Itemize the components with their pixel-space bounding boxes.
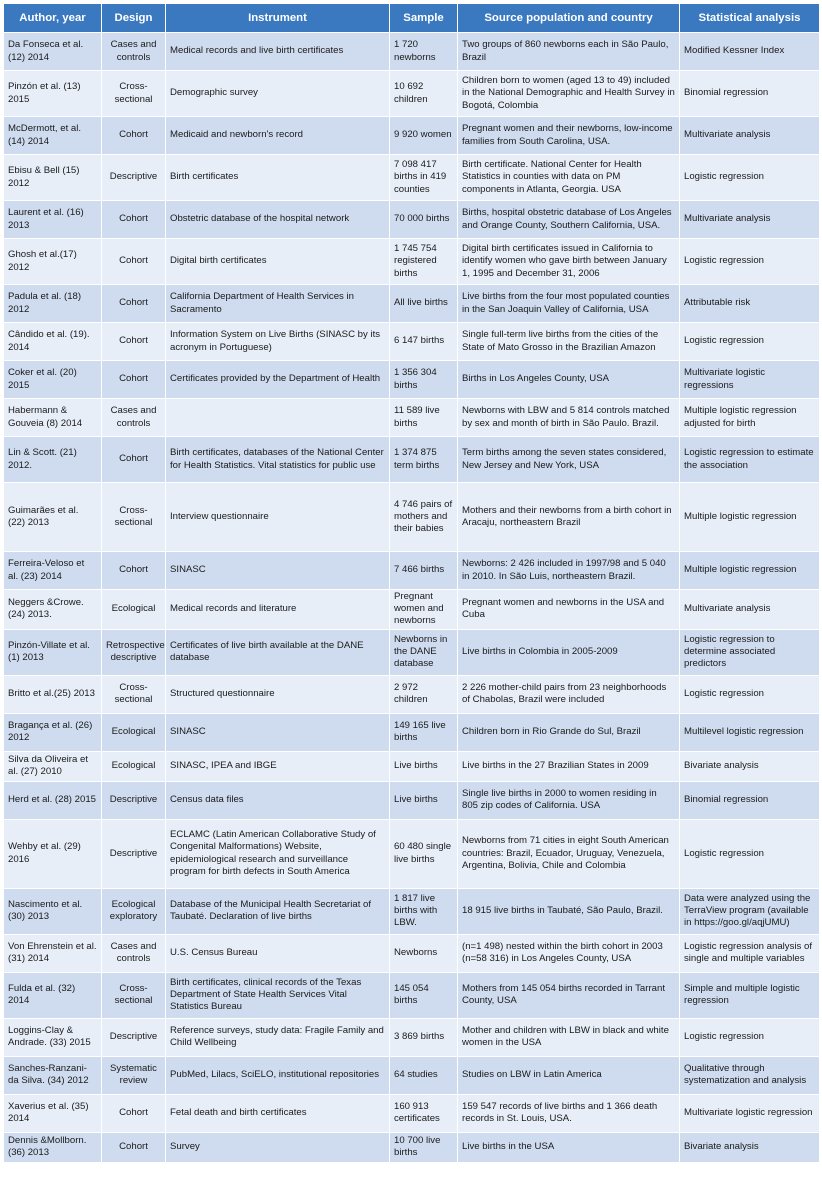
cell-instrument: Demographic survey bbox=[166, 71, 390, 117]
cell-sample: 10 692 children bbox=[390, 71, 458, 117]
cell-sample: 1 817 live births with LBW. bbox=[390, 888, 458, 934]
table-row bbox=[4, 201, 820, 239]
cell-author: Fulda et al. (32) 2014 bbox=[4, 972, 102, 1018]
cell-analysis: Logistic regression bbox=[680, 1018, 820, 1056]
cell-design: Ecological bbox=[102, 751, 166, 781]
table-row bbox=[4, 155, 820, 201]
cell-population: Digital birth certificates issued in California to identify women who gave birth between January 1, 1995 and December 31, 2006 bbox=[458, 239, 680, 285]
cell-design: Cohort bbox=[102, 437, 166, 483]
cell-instrument: Database of the Municipal Health Secretariat of Taubaté. Declaration of live births bbox=[166, 888, 390, 934]
cell-author: Loggins-Clay & Andrade. (33) 2015 bbox=[4, 1018, 102, 1056]
cell-analysis: Multiple logistic regression bbox=[680, 552, 820, 590]
cell-instrument: Digital birth certificates bbox=[166, 239, 390, 285]
table-row bbox=[4, 934, 820, 972]
cell-design: Cross-sectional bbox=[102, 483, 166, 552]
header-instrument: Instrument bbox=[166, 4, 390, 33]
cell-population: Live births from the four most populated counties in the San Joaquin Valley of California, USA bbox=[458, 285, 680, 323]
cell-instrument: Medicaid and newborn's record bbox=[166, 117, 390, 155]
table-row bbox=[4, 361, 820, 399]
header-source-population: Source population and country bbox=[458, 4, 680, 33]
cell-population: (n=1 498) nested within the birth cohort in 2003 (n=58 316) in Los Angeles County, USA bbox=[458, 934, 680, 972]
cell-population: Pregnant women and their newborns, low-income families from South Carolina, USA. bbox=[458, 117, 680, 155]
cell-author: Ebisu & Bell (15) 2012 bbox=[4, 155, 102, 201]
table-row bbox=[4, 1018, 820, 1056]
table-body bbox=[4, 33, 820, 1163]
cell-sample: 64 studies bbox=[390, 1056, 458, 1094]
header-author-year: Author, year bbox=[4, 4, 102, 33]
cell-analysis: Multivariate logistic regression bbox=[680, 1094, 820, 1132]
cell-instrument: Reference surveys, study data: Fragile Family and Child Wellbeing bbox=[166, 1018, 390, 1056]
header-design: Design bbox=[102, 4, 166, 33]
cell-analysis: Logistic regression bbox=[680, 323, 820, 361]
cell-author: Nascimento et al. (30) 2013 bbox=[4, 888, 102, 934]
cell-author: Laurent et al. (16) 2013 bbox=[4, 201, 102, 239]
cell-author: Guimarães et al. (22) 2013 bbox=[4, 483, 102, 552]
cell-author: Sanches-Ranzani-da Silva. (34) 2012 bbox=[4, 1056, 102, 1094]
cell-population: Newborns: 2 426 included in 1997/98 and 5 040 in 2010. In São Luis, northeastern Brazil. bbox=[458, 552, 680, 590]
table-row bbox=[4, 629, 820, 675]
cell-author: Silva da Oliveira et al. (27) 2010 bbox=[4, 751, 102, 781]
cell-sample: 6 147 births bbox=[390, 323, 458, 361]
cell-instrument: SINASC bbox=[166, 552, 390, 590]
cell-author: Da Fonseca et al. (12) 2014 bbox=[4, 33, 102, 71]
cell-analysis: Multiple logistic regression bbox=[680, 483, 820, 552]
cell-analysis: Multivariate analysis bbox=[680, 590, 820, 630]
cell-analysis: Logistic regression to estimate the association bbox=[680, 437, 820, 483]
cell-analysis: Multivariate analysis bbox=[680, 117, 820, 155]
cell-author: Wehby et al. (29) 2016 bbox=[4, 819, 102, 888]
table-row bbox=[4, 399, 820, 437]
table-row bbox=[4, 117, 820, 155]
cell-instrument: ECLAMC (Latin American Collaborative Study of Congenital Malformations) Website, epidemiological research and surveillance program for birth defects in South America bbox=[166, 819, 390, 888]
cell-design: Cross-sectional bbox=[102, 675, 166, 713]
cell-author: Pinzón et al. (13) 2015 bbox=[4, 71, 102, 117]
cell-instrument: Medical records and literature bbox=[166, 590, 390, 630]
cell-analysis: Logistic regression bbox=[680, 819, 820, 888]
table-row bbox=[4, 590, 820, 630]
cell-sample: 2 972 children bbox=[390, 675, 458, 713]
cell-population: Two groups of 860 newborns each in São Paulo, Brazil bbox=[458, 33, 680, 71]
table-row bbox=[4, 239, 820, 285]
cell-population: Live births in the 27 Brazilian States in 2009 bbox=[458, 751, 680, 781]
cell-design: Cohort bbox=[102, 239, 166, 285]
cell-instrument: Certificates of live birth available at the DANE database bbox=[166, 629, 390, 675]
table-row bbox=[4, 33, 820, 71]
cell-instrument bbox=[166, 399, 390, 437]
cell-instrument: Birth certificates, databases of the National Center for Health Statistics. Vital statistics for public use bbox=[166, 437, 390, 483]
cell-analysis: Multiple logistic regression adjusted for birth bbox=[680, 399, 820, 437]
cell-sample: 9 920 women bbox=[390, 117, 458, 155]
cell-instrument: Medical records and live birth certificates bbox=[166, 33, 390, 71]
cell-population: Newborns with LBW and 5 814 controls matched by sex and month of birth in São Paulo. Brazil. bbox=[458, 399, 680, 437]
table-row bbox=[4, 285, 820, 323]
cell-instrument: U.S. Census Bureau bbox=[166, 934, 390, 972]
cell-design: Cohort bbox=[102, 1132, 166, 1162]
cell-sample: 1 356 304 births bbox=[390, 361, 458, 399]
cell-instrument: Interview questionnaire bbox=[166, 483, 390, 552]
cell-instrument: Census data files bbox=[166, 781, 390, 819]
studies-table bbox=[3, 3, 820, 1163]
cell-design: Cohort bbox=[102, 552, 166, 590]
cell-instrument: PubMed, Lilacs, SciELO, institutional repositories bbox=[166, 1056, 390, 1094]
cell-population: Births, hospital obstetric database of Los Angeles and Orange County, Southern California, USA. bbox=[458, 201, 680, 239]
cell-analysis: Logistic regression to determine associated predictors bbox=[680, 629, 820, 675]
cell-sample: 7 098 417 births in 419 counties bbox=[390, 155, 458, 201]
cell-instrument: Certificates provided by the Department of Health bbox=[166, 361, 390, 399]
cell-instrument: Structured questionnaire bbox=[166, 675, 390, 713]
cell-analysis: Logistic regression bbox=[680, 155, 820, 201]
cell-author: Herd et al. (28) 2015 bbox=[4, 781, 102, 819]
table-row bbox=[4, 751, 820, 781]
cell-sample: 4 746 pairs of mothers and their babies bbox=[390, 483, 458, 552]
cell-design: Cohort bbox=[102, 361, 166, 399]
cell-author: Ferreira-Veloso et al. (23) 2014 bbox=[4, 552, 102, 590]
cell-sample: Newborns bbox=[390, 934, 458, 972]
cell-analysis: Modified Kessner Index bbox=[680, 33, 820, 71]
cell-population: 2 226 mother-child pairs from 23 neighborhoods of Chabolas, Brazil were included bbox=[458, 675, 680, 713]
cell-instrument: SINASC bbox=[166, 713, 390, 751]
table-row bbox=[4, 71, 820, 117]
cell-population: Studies on LBW in Latin America bbox=[458, 1056, 680, 1094]
cell-analysis: Bivariate analysis bbox=[680, 751, 820, 781]
table-row bbox=[4, 552, 820, 590]
table-row bbox=[4, 713, 820, 751]
cell-design: Descriptive bbox=[102, 1018, 166, 1056]
table-row bbox=[4, 781, 820, 819]
header-sample: Sample bbox=[390, 4, 458, 33]
table-row bbox=[4, 888, 820, 934]
cell-analysis: Logistic regression bbox=[680, 675, 820, 713]
cell-analysis: Data were analyzed using the TerraView program (available in https://goo.gl/aqjUMU) bbox=[680, 888, 820, 934]
cell-design: Cross-sectional bbox=[102, 71, 166, 117]
cell-analysis: Qualitative through systematization and analysis bbox=[680, 1056, 820, 1094]
cell-analysis: Logistic regression analysis of single and multiple variables bbox=[680, 934, 820, 972]
cell-population: Births in Los Angeles County, USA bbox=[458, 361, 680, 399]
cell-instrument: California Department of Health Services in Sacramento bbox=[166, 285, 390, 323]
cell-author: Britto et al.(25) 2013 bbox=[4, 675, 102, 713]
cell-author: Neggers &Crowe. (24) 2013. bbox=[4, 590, 102, 630]
cell-author: McDermott, et al. (14) 2014 bbox=[4, 117, 102, 155]
cell-author: Ghosh et al.(17) 2012 bbox=[4, 239, 102, 285]
cell-design: Descriptive bbox=[102, 781, 166, 819]
cell-author: Von Ehrenstein et al. (31) 2014 bbox=[4, 934, 102, 972]
table-row bbox=[4, 1056, 820, 1094]
cell-author: Habermann & Gouveia (8) 2014 bbox=[4, 399, 102, 437]
cell-population: Term births among the seven states considered, New Jersey and New York, USA bbox=[458, 437, 680, 483]
cell-population: Single live births in 2000 to women residing in 805 zip codes of California. USA bbox=[458, 781, 680, 819]
table-row bbox=[4, 437, 820, 483]
cell-author: Padula et al. (18) 2012 bbox=[4, 285, 102, 323]
table-row bbox=[4, 483, 820, 552]
cell-sample: 160 913 certificates bbox=[390, 1094, 458, 1132]
cell-sample: 60 480 single live births bbox=[390, 819, 458, 888]
cell-population: Birth certificate. National Center for Health Statistics in counties with data on PM components in Atlanta, Georgia. USA bbox=[458, 155, 680, 201]
cell-sample: Live births bbox=[390, 781, 458, 819]
cell-population: 159 547 records of live births and 1 366 death records in St. Louis, USA. bbox=[458, 1094, 680, 1132]
cell-instrument: Information System on Live Births (SINASC by its acronym in Portuguese) bbox=[166, 323, 390, 361]
cell-author: Xaverius et al. (35) 2014 bbox=[4, 1094, 102, 1132]
cell-population: Mothers and their newborns from a birth cohort in Aracaju, northeastern Brazil bbox=[458, 483, 680, 552]
cell-author: Dennis &Mollborn. (36) 2013 bbox=[4, 1132, 102, 1162]
cell-author: Lin & Scott. (21) 2012. bbox=[4, 437, 102, 483]
table-row bbox=[4, 1094, 820, 1132]
cell-sample: 1 720 newborns bbox=[390, 33, 458, 71]
cell-sample: 149 165 live births bbox=[390, 713, 458, 751]
cell-sample: 145 054 births bbox=[390, 972, 458, 1018]
cell-design: Ecological exploratory bbox=[102, 888, 166, 934]
cell-design: Cohort bbox=[102, 117, 166, 155]
cell-analysis: Binomial regression bbox=[680, 781, 820, 819]
cell-population: Live births in Colombia in 2005-2009 bbox=[458, 629, 680, 675]
cell-design: Cohort bbox=[102, 285, 166, 323]
cell-design: Systematic review bbox=[102, 1056, 166, 1094]
cell-population: Newborns from 71 cities in eight South American countries: Brazil, Ecuador, Uruguay, Venezuela, Argentina, Bolivia, Chile and Colombia bbox=[458, 819, 680, 888]
cell-author: Coker et al. (20) 2015 bbox=[4, 361, 102, 399]
cell-population: Children born to women (aged 13 to 49) included in the National Demographic and Health Survey in Bogotá, Colombia bbox=[458, 71, 680, 117]
cell-instrument: SINASC, IPEA and IBGE bbox=[166, 751, 390, 781]
cell-analysis: Binomial regression bbox=[680, 71, 820, 117]
cell-instrument: Survey bbox=[166, 1132, 390, 1162]
cell-sample: 10 700 live births bbox=[390, 1132, 458, 1162]
cell-design: Cohort bbox=[102, 1094, 166, 1132]
cell-design: Ecological bbox=[102, 590, 166, 630]
cell-sample: 3 869 births bbox=[390, 1018, 458, 1056]
cell-author: Bragança et al. (26) 2012 bbox=[4, 713, 102, 751]
cell-population: Children born in Rio Grande do Sul, Brazil bbox=[458, 713, 680, 751]
studies-table-container bbox=[3, 3, 819, 1163]
table-row bbox=[4, 972, 820, 1018]
cell-design: Cross-sectional bbox=[102, 972, 166, 1018]
cell-instrument: Obstetric database of the hospital network bbox=[166, 201, 390, 239]
cell-design: Ecological bbox=[102, 713, 166, 751]
cell-sample: 1 374 875 term births bbox=[390, 437, 458, 483]
cell-sample: All live births bbox=[390, 285, 458, 323]
cell-sample: Live births bbox=[390, 751, 458, 781]
table-row bbox=[4, 1132, 820, 1162]
header-statistical-analysis: Statistical analysis bbox=[680, 4, 820, 33]
cell-sample: 70 000 births bbox=[390, 201, 458, 239]
header-row bbox=[4, 4, 820, 33]
table-row bbox=[4, 819, 820, 888]
cell-design: Cohort bbox=[102, 201, 166, 239]
cell-sample: 7 466 births bbox=[390, 552, 458, 590]
cell-population: Single full-term live births from the cities of the State of Mato Grosso in the Brazilian Amazon bbox=[458, 323, 680, 361]
cell-analysis: Multilevel logistic regression bbox=[680, 713, 820, 751]
cell-population: Live births in the USA bbox=[458, 1132, 680, 1162]
cell-sample: 1 745 754 registered births bbox=[390, 239, 458, 285]
cell-design: Cases and controls bbox=[102, 399, 166, 437]
cell-sample: Newborns in the DANE database bbox=[390, 629, 458, 675]
cell-analysis: Attributable risk bbox=[680, 285, 820, 323]
cell-analysis: Simple and multiple logistic regression bbox=[680, 972, 820, 1018]
cell-population: Mothers from 145 054 births recorded in Tarrant County, USA bbox=[458, 972, 680, 1018]
cell-design: Retrospective descriptive bbox=[102, 629, 166, 675]
cell-sample: Pregnant women and newborns bbox=[390, 590, 458, 630]
cell-population: Mother and children with LBW in black and white women in the USA bbox=[458, 1018, 680, 1056]
cell-population: 18 915 live births in Taubaté, São Paulo, Brazil. bbox=[458, 888, 680, 934]
cell-design: Cohort bbox=[102, 323, 166, 361]
cell-design: Descriptive bbox=[102, 155, 166, 201]
cell-instrument: Birth certificates bbox=[166, 155, 390, 201]
cell-analysis: Bivariate analysis bbox=[680, 1132, 820, 1162]
table-row bbox=[4, 323, 820, 361]
cell-design: Cases and controls bbox=[102, 934, 166, 972]
cell-instrument: Fetal death and birth certificates bbox=[166, 1094, 390, 1132]
cell-analysis: Logistic regression bbox=[680, 239, 820, 285]
cell-population: Pregnant women and newborns in the USA and Cuba bbox=[458, 590, 680, 630]
cell-author: Cândido et al. (19). 2014 bbox=[4, 323, 102, 361]
cell-analysis: Multivariate analysis bbox=[680, 201, 820, 239]
cell-instrument: Birth certificates, clinical records of the Texas Department of State Health Services Vital Statistics Bureau bbox=[166, 972, 390, 1018]
cell-design: Descriptive bbox=[102, 819, 166, 888]
table-row bbox=[4, 675, 820, 713]
cell-sample: 11 589 live births bbox=[390, 399, 458, 437]
cell-analysis: Multivariate logistic regressions bbox=[680, 361, 820, 399]
cell-design: Cases and controls bbox=[102, 33, 166, 71]
cell-author: Pinzón-Villate et al. (1) 2013 bbox=[4, 629, 102, 675]
